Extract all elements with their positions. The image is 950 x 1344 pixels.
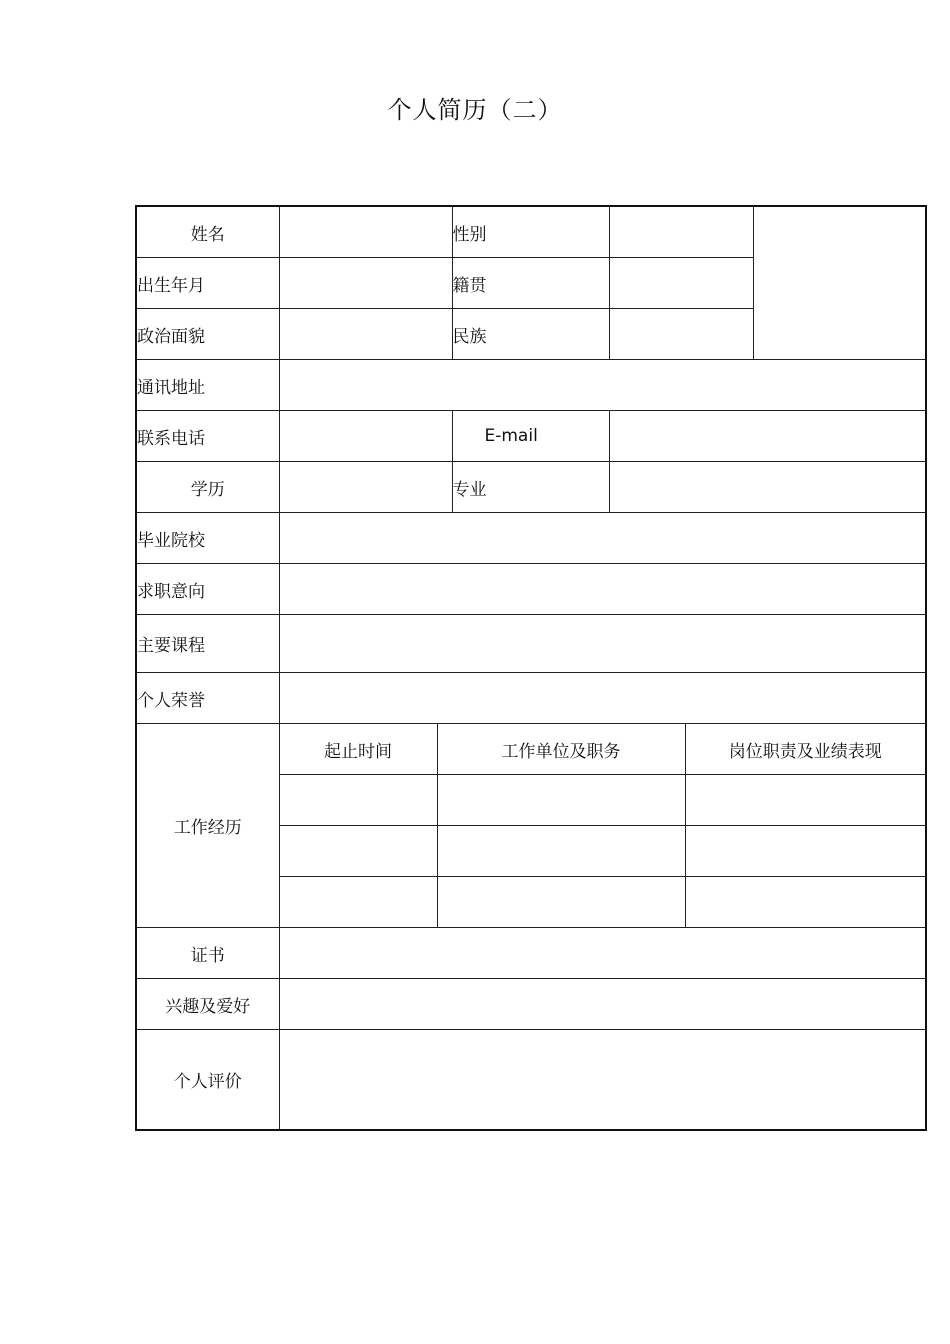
phone-field[interactable] <box>279 411 452 462</box>
photo-box[interactable] <box>753 206 926 360</box>
work-header-duties-performance: 岗位职责及业绩表现 <box>685 724 926 775</box>
label-honors: 个人荣誉 <box>136 673 279 724</box>
label-name: 姓名 <box>136 206 279 258</box>
ethnicity-field[interactable] <box>609 309 753 360</box>
work-row-1-company[interactable] <box>437 775 685 826</box>
label-address: 通讯地址 <box>136 360 279 411</box>
honors-field[interactable] <box>279 673 926 724</box>
work-row-3-period[interactable] <box>279 877 437 928</box>
work-header-company-position: 工作单位及职务 <box>437 724 685 775</box>
address-field[interactable] <box>279 360 926 411</box>
label-email: E-mail <box>452 411 609 462</box>
political-status-field[interactable] <box>279 309 452 360</box>
resume-form <box>135 205 927 1131</box>
hobbies-field[interactable] <box>279 979 926 1030</box>
page-title: 个人简历（二） <box>387 96 563 124</box>
work-header-period: 起止时间 <box>279 724 437 775</box>
gender-field[interactable] <box>609 206 753 258</box>
email-field[interactable] <box>609 411 926 462</box>
label-job-intention: 求职意向 <box>136 564 279 615</box>
work-row-2-company[interactable] <box>437 826 685 877</box>
label-main-courses: 主要课程 <box>136 615 279 673</box>
label-political-status: 政治面貌 <box>136 309 279 360</box>
self-evaluation-field[interactable] <box>279 1030 926 1131</box>
work-row-1-duties[interactable] <box>685 775 926 826</box>
work-row-3-company[interactable] <box>437 877 685 928</box>
label-self-evaluation: 个人评价 <box>136 1030 279 1131</box>
label-school: 毕业院校 <box>136 513 279 564</box>
label-phone: 联系电话 <box>136 411 279 462</box>
label-education: 学历 <box>136 462 279 513</box>
job-intention-field[interactable] <box>279 564 926 615</box>
label-work-experience: 工作经历 <box>136 724 279 928</box>
native-place-field[interactable] <box>609 258 753 309</box>
certificates-field[interactable] <box>279 928 926 979</box>
label-hobbies: 兴趣及爱好 <box>136 979 279 1030</box>
major-field[interactable] <box>609 462 926 513</box>
label-native-place: 籍贯 <box>452 258 609 309</box>
work-row-3-duties[interactable] <box>685 877 926 928</box>
label-gender: 性别 <box>452 206 609 258</box>
label-ethnicity: 民族 <box>452 309 609 360</box>
education-field[interactable] <box>279 462 452 513</box>
label-major: 专业 <box>452 462 609 513</box>
label-birth: 出生年月 <box>136 258 279 309</box>
label-certificates: 证书 <box>136 928 279 979</box>
birth-field[interactable] <box>279 258 452 309</box>
work-row-2-duties[interactable] <box>685 826 926 877</box>
name-field[interactable] <box>279 206 452 258</box>
work-row-1-period[interactable] <box>279 775 437 826</box>
school-field[interactable] <box>279 513 926 564</box>
main-courses-field[interactable] <box>279 615 926 673</box>
work-row-2-period[interactable] <box>279 826 437 877</box>
